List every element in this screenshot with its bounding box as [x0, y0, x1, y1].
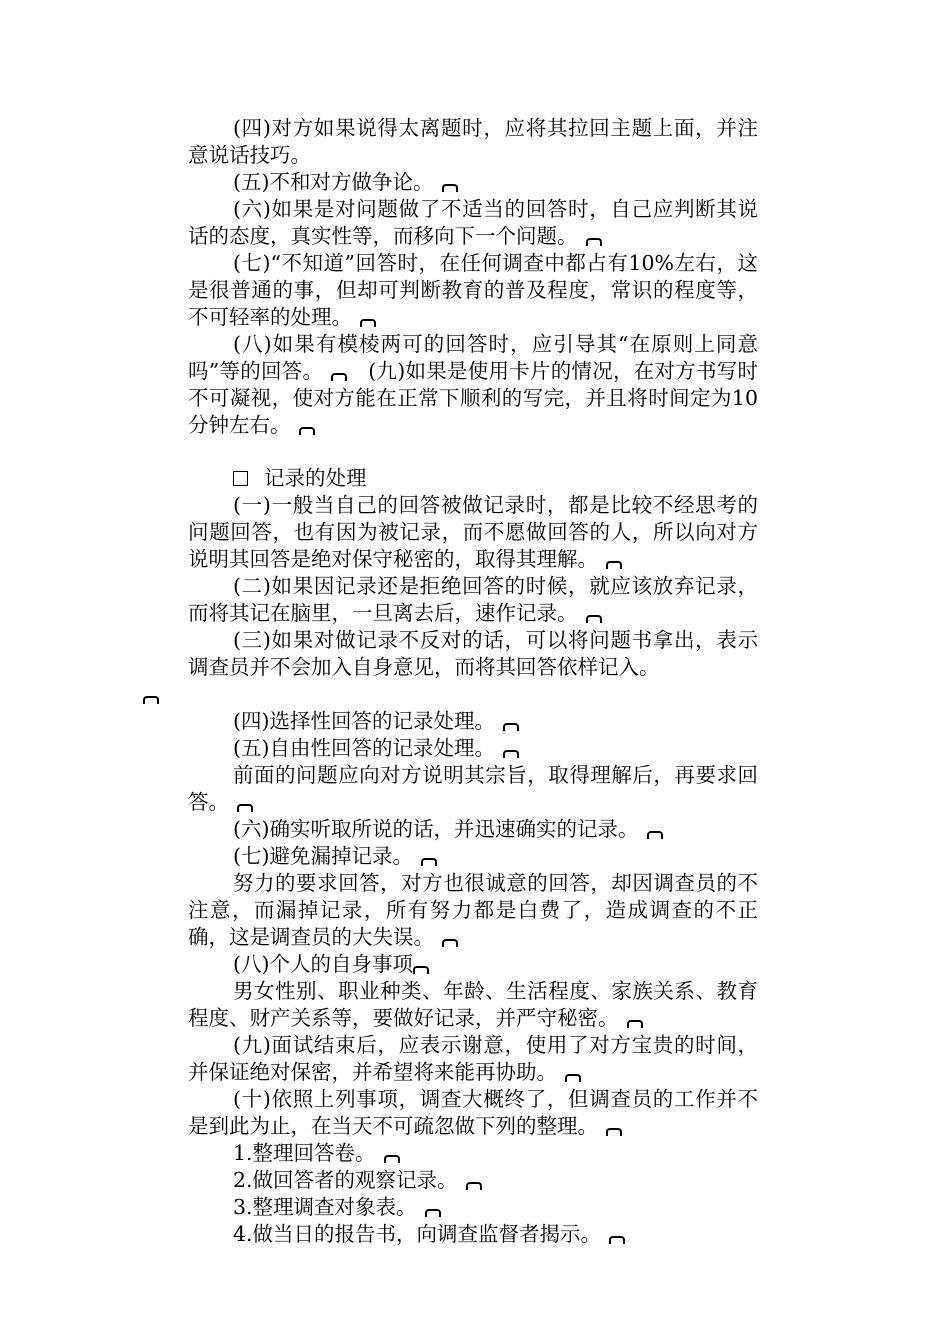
document-body — [188, 115, 758, 1248]
paragraph-text: (四)选择性回答的记录处理。 — [233, 709, 495, 733]
paragraph-end-mark-icon — [606, 1128, 622, 1136]
paragraph-interview-6 — [188, 196, 758, 250]
paragraph-text: (二)如果因记录还是拒绝回答的时候，就应该放弃记录，而将其记在脑里，一旦离去后，速作记录。 — [188, 574, 758, 625]
paragraph-text: (八)个人的自身事项 — [233, 952, 413, 976]
paragraph-end-mark-icon — [586, 238, 602, 246]
paragraph-end-mark-icon — [606, 561, 622, 569]
paragraph-text: (九)如果是使用卡片的情况，在对方书写时不可凝视，使对方能在正常下顺利的写完，并且将时间定为10分钟左右。 — [188, 359, 759, 437]
paragraph-text: (十)依照上列事项，调查大概终了，但调查员的工作并不是到此为止，在当天不可疏忽做下列的整理。 — [188, 1087, 758, 1138]
paragraph-record-2 — [188, 573, 758, 627]
paragraph-text: (五)自由性回答的记录处理。 — [233, 736, 495, 760]
paragraph-record-4 — [188, 708, 758, 735]
paragraph-end-mark-icon — [299, 427, 315, 435]
paragraph-interview-5 — [188, 169, 758, 196]
paragraph-interview-7 — [188, 250, 758, 331]
paragraph-record-7-note — [188, 870, 758, 951]
paragraph-end-mark-icon — [143, 696, 159, 704]
paragraph-text: 前面的问题应向对方说明其宗旨，取得理解后，再要求回答。 — [188, 763, 758, 814]
section-heading — [188, 465, 758, 492]
section-heading-text: 记录的处理 — [264, 466, 367, 490]
paragraph-text: (九)面试结束后，应表示谢意，使用了对方宝贵的时间，并保证绝对保密，并希望将来能再协助。 — [188, 1033, 758, 1084]
paragraph-record-10 — [188, 1086, 758, 1140]
list-item-text: 1.整理回答卷。 — [233, 1141, 376, 1165]
paragraph-record-9 — [188, 1032, 758, 1086]
paragraph-end-mark-icon — [565, 1074, 581, 1082]
paragraph-text: (三)如果对做记录不反对的话，可以将问题书拿出，表示调查员并不会加入自身意见，而将其回答依样记入。 — [188, 628, 758, 679]
list-item-1 — [188, 1140, 758, 1167]
paragraph-end-mark-icon — [237, 804, 253, 812]
paragraph-end-mark-icon — [413, 966, 429, 974]
list-item-text: 2.做回答者的观察记录。 — [233, 1168, 458, 1192]
paragraph-text: 努力的要求回答，对方也很诚意的回答，却因调查员的不注意，而漏掉记录，所有努力都是白费了，造成调查的不正确，这是调查员的大失误。 — [188, 871, 758, 949]
paragraph-end-mark-icon — [503, 723, 519, 731]
section-gap — [188, 439, 758, 465]
paragraph-record-5 — [188, 735, 758, 762]
paragraph-end-mark-icon — [627, 1020, 643, 1028]
paragraph-text: (八)如果有模棱两可的回答时，应引导其“在原则上同意吗”等的回答。 — [188, 332, 758, 383]
list-item-2 — [188, 1167, 758, 1194]
paragraph-end-mark-icon — [360, 319, 376, 327]
paragraph-end-mark-icon — [647, 831, 663, 839]
paragraph-record-1 — [188, 492, 758, 573]
checkbox-square-icon — [233, 471, 248, 486]
paragraph-record-6 — [188, 816, 758, 843]
paragraph-end-mark-icon — [609, 1236, 625, 1244]
paragraph-end-mark-icon — [503, 750, 519, 758]
list-item-3 — [188, 1194, 758, 1221]
paragraph-text: (七)“不知道”回答时，在任何调查中都占有10%左右，这是很普通的事，但却可判断教育的普及程度，常识的程度等，不可轻率的处理。 — [188, 251, 758, 329]
paragraph-record-8-note — [188, 978, 758, 1032]
paragraph-text: (一)一般当自己的回答被做记录时，都是比较不经思考的问题回答，也有因为被记录，而不愿做回答的人，所以向对方说明其回答是绝对保守秘密的，取得其理解。 — [188, 493, 758, 571]
list-item-text: 4.做当日的报告书，向调查监督者揭示。 — [233, 1222, 602, 1246]
paragraph-record-3 — [188, 627, 758, 708]
paragraph-text: (七)避免漏掉记录。 — [233, 844, 413, 868]
paragraph-end-mark-icon — [331, 373, 347, 381]
paragraph-record-8 — [188, 951, 758, 978]
paragraph-text: (六)确实听取所说的话，并迅速确实的记录。 — [233, 817, 639, 841]
paragraph-end-mark-icon — [384, 1155, 400, 1163]
paragraph-record-5-note — [188, 762, 758, 816]
paragraph-end-mark-icon — [586, 615, 602, 623]
paragraph-text: 男女性别、职业种类、年龄、生活程度、家族关系、教育程度、财产关系等，要做好记录，并严守秘密。 — [188, 979, 758, 1030]
paragraph-text: (六)如果是对问题做了不适当的回答时，自己应判断其说话的态度，真实性等，而移向下一个问题。 — [188, 197, 758, 248]
paragraph-interview-4 — [188, 115, 758, 169]
paragraph-end-mark-icon — [421, 858, 437, 866]
paragraph-text: (四)对方如果说得太离题时，应将其拉回主题上面，并注意说话技巧。 — [188, 116, 758, 167]
paragraph-end-mark-icon — [442, 184, 458, 192]
paragraph-end-mark-icon — [466, 1182, 482, 1190]
paragraph-interview-8-9 — [188, 331, 758, 439]
paragraph-record-7 — [188, 843, 758, 870]
paragraph-end-mark-icon — [425, 1209, 441, 1217]
list-item-4 — [188, 1221, 758, 1248]
paragraph-end-mark-icon — [442, 939, 458, 947]
paragraph-text: (五)不和对方做争论。 — [233, 170, 434, 194]
list-item-text: 3.整理调查对象表。 — [233, 1195, 417, 1219]
